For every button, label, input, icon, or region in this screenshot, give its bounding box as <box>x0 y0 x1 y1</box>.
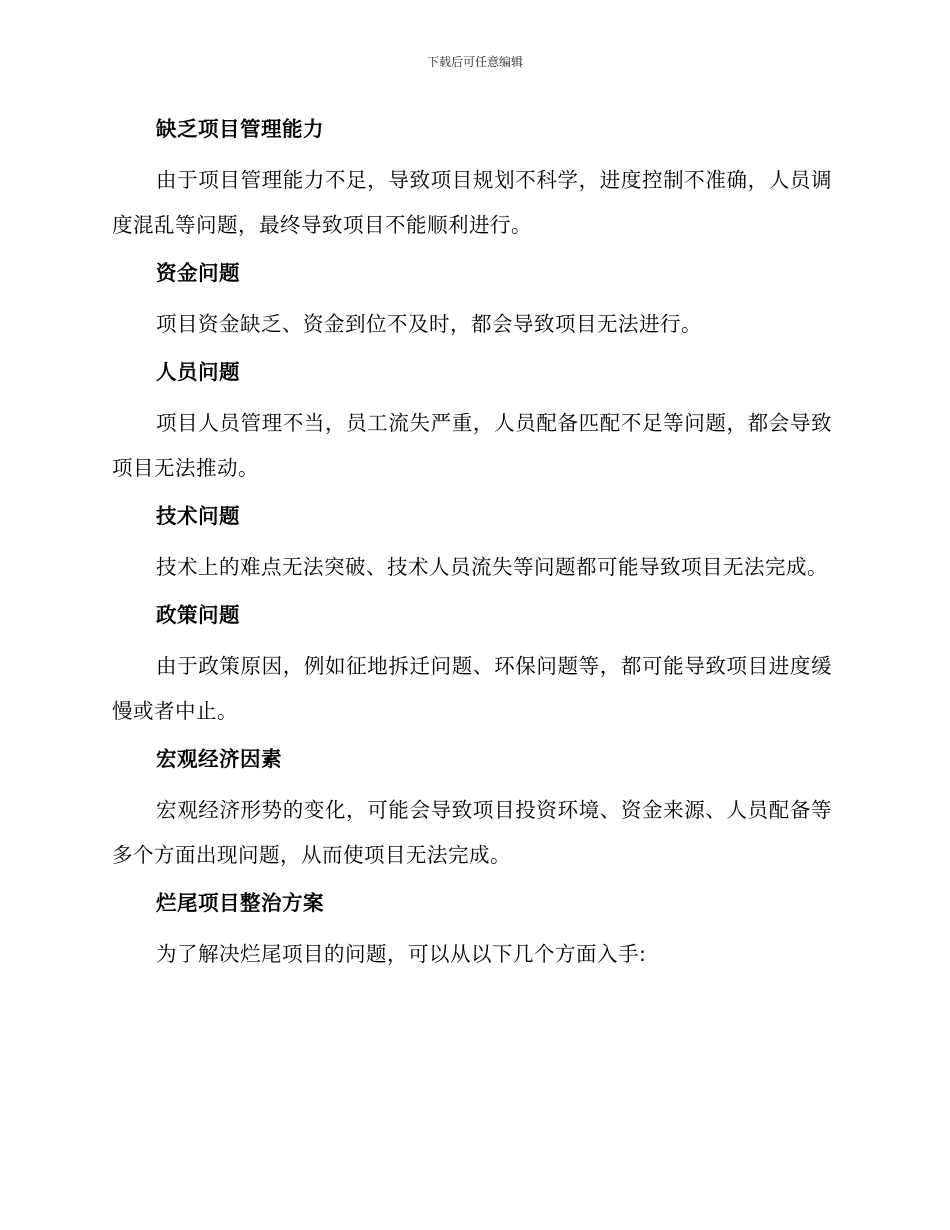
section-body-management: 由于项目管理能力不足，导致项目规划不科学，进度控制不准确，人员调度混乱等问题，最终导致项目不能顺利进行。 <box>112 168 832 237</box>
section-heading-funding: 资金问题 <box>156 261 240 285</box>
section-heading-technology: 技术问题 <box>156 504 240 528</box>
document-body <box>112 112 832 977</box>
section-body-personnel: 项目人员管理不当，员工流失严重，人员配备匹配不足等问题，都会导致项目无法推动。 <box>112 411 832 480</box>
section-heading-macroeconomy: 宏观经济因素 <box>156 747 282 771</box>
section-heading-personnel: 人员问题 <box>156 360 240 384</box>
section-body-technology: 技术上的难点无法突破、技术人员流失等问题都可能导致项目无法完成。 <box>156 555 828 579</box>
section-heading-policy: 政策问题 <box>156 603 240 627</box>
section-heading-management: 缺乏项目管理能力 <box>156 117 324 141</box>
section-heading-remediation-plan: 烂尾项目整治方案 <box>156 891 324 915</box>
section-body-remediation-plan: 为了解决烂尾项目的问题，可以从以下几个方面入手: <box>156 942 647 966</box>
section-body-macroeconomy: 宏观经济形势的变化，可能会导致项目投资环境、资金来源、人员配备等多个方面出现问题，从而使项目无法完成。 <box>112 798 832 867</box>
section-body-policy: 由于政策原因，例如征地拆迁问题、环保问题等，都可能导致项目进度缓慢或者中止。 <box>112 654 832 723</box>
section-body-funding: 项目资金缺乏、资金到位不及时，都会导致项目无法进行。 <box>156 312 702 336</box>
page-header: 下载后可任意编辑 <box>426 55 523 69</box>
